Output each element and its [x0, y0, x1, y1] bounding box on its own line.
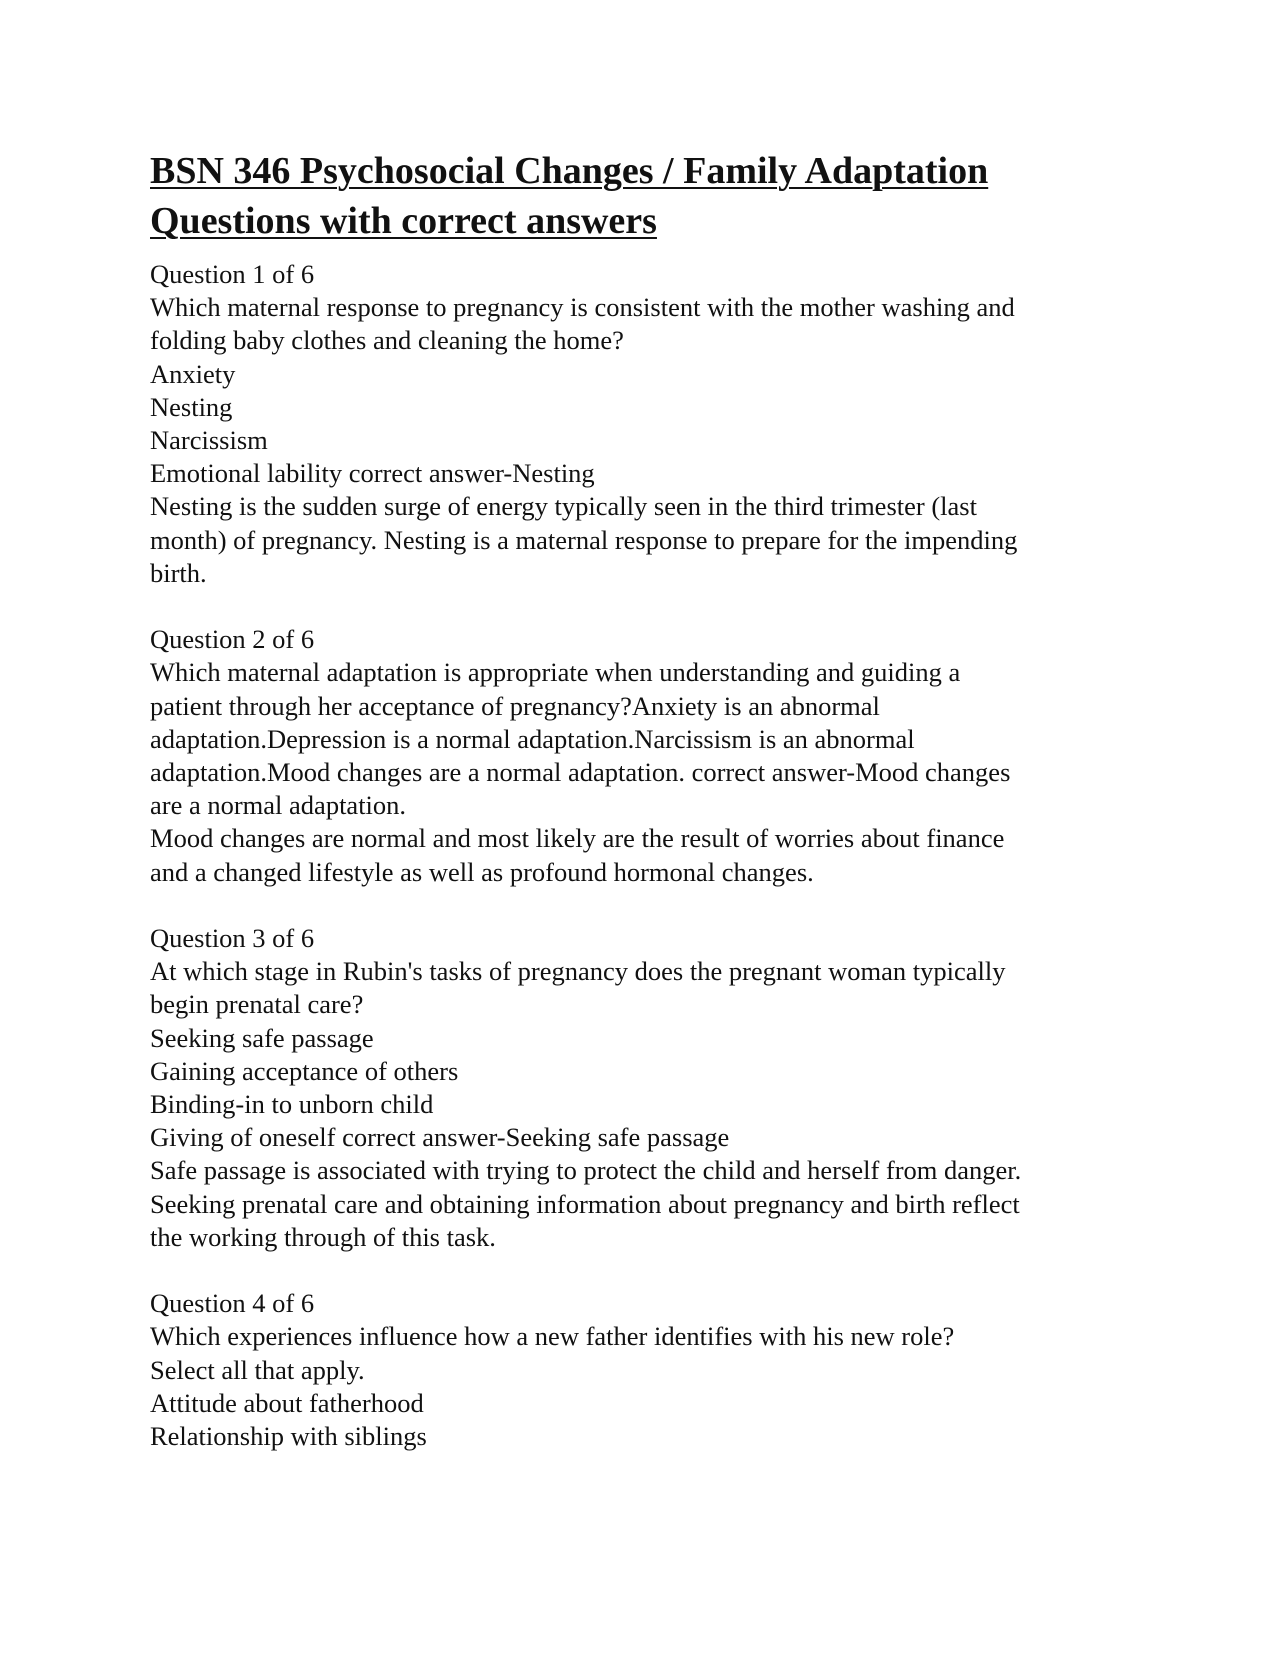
- document-title: [150, 146, 1140, 246]
- question-block-4: [150, 1287, 1140, 1453]
- title-line: BSN 346 Psychosocial Changes / Family Adaptation: [150, 150, 989, 192]
- question-block-3: [150, 922, 1140, 1254]
- answer-option: Attitude about fatherhood: [150, 1387, 424, 1418]
- question-text: Which experiences influence how a new father identifies with his new role?: [150, 1321, 955, 1352]
- question-text: adaptation.Depression is a normal adaptation.Narcissism is an abnormal: [150, 723, 915, 754]
- question-text: adaptation.Mood changes are a normal adaptation. correct answer-Mood changes: [150, 757, 1011, 788]
- question-block-2: [150, 623, 1140, 889]
- title-line: Questions with correct answers: [150, 200, 657, 242]
- rationale-text: birth.: [150, 557, 207, 588]
- question-heading: Question 4 of 6: [150, 1288, 315, 1319]
- rationale-text: and a changed lifestyle as well as profound hormonal changes.: [150, 856, 814, 887]
- question-text: begin prenatal care?: [150, 989, 364, 1020]
- answer-text: are a normal adaptation.: [150, 790, 407, 821]
- question-block-1: [150, 258, 1140, 590]
- rationale-text: Safe passage is associated with trying to protect the child and herself from danger.: [150, 1155, 1022, 1186]
- rationale-text: the working through of this task.: [150, 1221, 496, 1252]
- rationale-text: month) of pregnancy. Nesting is a maternal response to prepare for the impending: [150, 524, 1018, 555]
- question-text: Which maternal adaptation is appropriate when understanding and guiding a: [150, 657, 961, 688]
- question-text: At which stage in Rubin's tasks of pregnancy does the pregnant woman typically: [150, 956, 1006, 987]
- question-heading: Question 1 of 6: [150, 259, 315, 289]
- answer-option: Relationship with siblings: [150, 1421, 427, 1452]
- answer-option: Narcissism: [150, 425, 268, 456]
- question-text: patient through her acceptance of pregnancy?Anxiety is an abnormal: [150, 690, 880, 721]
- question-text: Which maternal response to pregnancy is consistent with the mother washing and: [150, 292, 1015, 323]
- answer-option: Seeking safe passage: [150, 1022, 374, 1053]
- answer-option: Gaining acceptance of others: [150, 1055, 459, 1086]
- rationale-text: Mood changes are normal and most likely are the result of worries about finance: [150, 823, 1005, 854]
- answer-option: Anxiety: [150, 358, 236, 389]
- question-heading: Question 2 of 6: [150, 624, 315, 655]
- answer-option: Giving of oneself correct answer-Seeking safe passage: [150, 1122, 730, 1153]
- question-text: folding baby clothes and cleaning the home?: [150, 325, 624, 356]
- answer-option: Emotional lability correct answer-Nesting: [150, 458, 595, 489]
- rationale-text: Seeking prenatal care and obtaining information about pregnancy and birth reflect: [150, 1188, 1020, 1219]
- answer-option: Nesting: [150, 391, 233, 422]
- rationale-text: Nesting is the sudden surge of energy typically seen in the third trimester (last: [150, 491, 977, 522]
- answer-option: Binding-in to unborn child: [150, 1089, 434, 1120]
- question-heading: Question 3 of 6: [150, 923, 315, 954]
- question-text: Select all that apply.: [150, 1354, 365, 1385]
- document-page: [150, 146, 1140, 1486]
